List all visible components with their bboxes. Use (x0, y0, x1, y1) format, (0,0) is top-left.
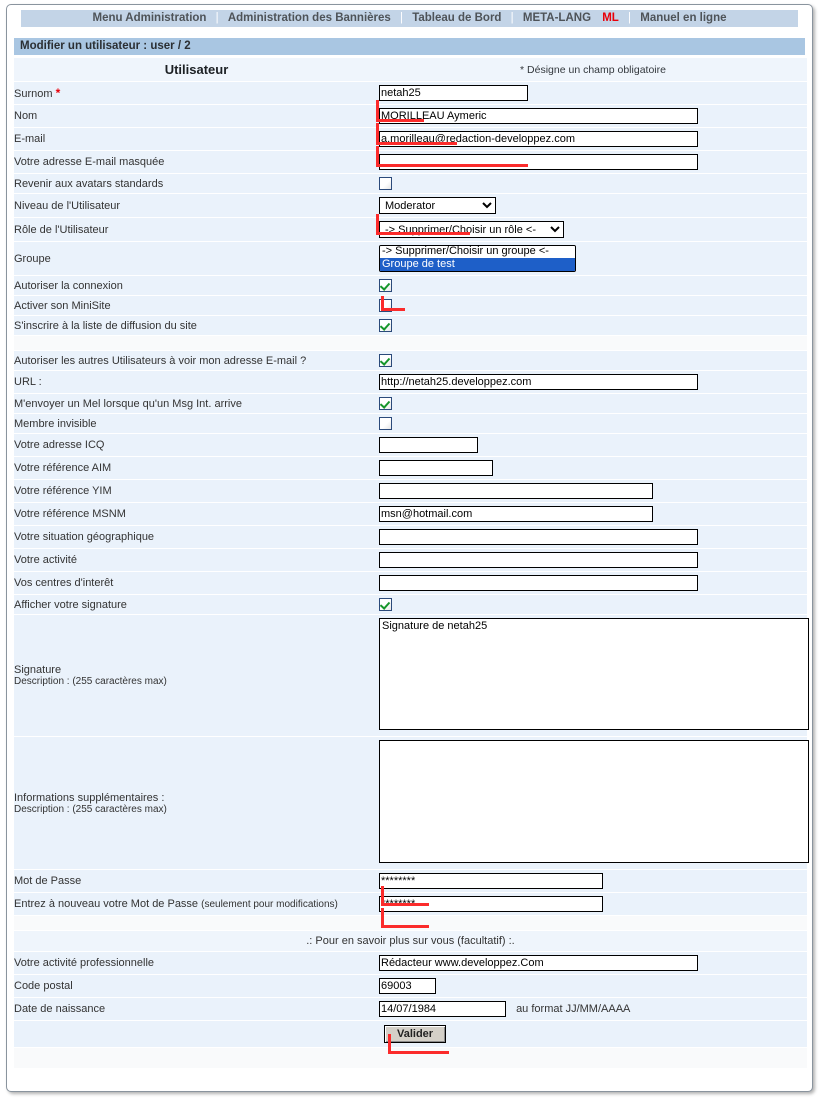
date-naissance-input[interactable] (379, 1001, 506, 1017)
niveau-utilisateur-select[interactable] (379, 197, 496, 214)
groupe-select[interactable] (379, 245, 576, 272)
label-centres-interet: Vos centres d'interêt (14, 577, 114, 589)
date-format-hint: au format JJ/MM/AAAA (516, 1003, 631, 1015)
url-input[interactable] (379, 374, 698, 390)
label-activite-professionnelle: Votre activité professionnelle (14, 957, 155, 969)
activite-input[interactable] (379, 552, 698, 568)
row-minisite (14, 296, 807, 316)
row-invisible (14, 414, 807, 434)
valider-button[interactable]: Valider (384, 1025, 446, 1043)
label-infos-description: Description : (255 caractères max) (14, 803, 167, 815)
row-email-masquee (14, 151, 807, 174)
required-asterisk: * (55, 86, 61, 100)
row-spacer-2 (14, 916, 807, 931)
label-activite: Votre activité (14, 554, 77, 566)
activer-minisite-checkbox[interactable] (379, 299, 392, 312)
row-interets (14, 572, 807, 595)
admin-page (6, 4, 813, 1092)
top-navigation (21, 10, 798, 27)
email-masquee-input[interactable] (379, 154, 698, 170)
mel-msg-interne-checkbox[interactable] (379, 397, 392, 410)
mot-de-passe-confirm-input[interactable] (379, 896, 603, 912)
row-icq (14, 434, 807, 457)
row-signature (14, 615, 807, 737)
row-profession (14, 952, 807, 975)
row-infos-supplementaires (14, 737, 807, 870)
label-groupe: Groupe (14, 252, 51, 265)
nav-separator: | (628, 12, 632, 24)
code-postal-input[interactable] (379, 978, 436, 994)
row-niveau (14, 194, 807, 218)
label-icq: Votre adresse ICQ (14, 439, 105, 451)
row-date-naissance (14, 998, 807, 1021)
label-mot-de-passe-confirm-note: (seulement pour modifications) (201, 899, 338, 910)
label-membre-invisible: Membre invisible (14, 417, 97, 430)
label-mot-de-passe-confirm: Entrez à nouveau votre Mot de Passe (14, 898, 199, 910)
groupe-option-0[interactable] (380, 245, 575, 258)
situation-geographique-input[interactable] (379, 529, 698, 545)
row-mel-msg (14, 394, 807, 414)
row-situation (14, 526, 807, 549)
row-url (14, 371, 807, 394)
nav-item-administration-bannieres[interactable]: Administration des Bannières (227, 12, 391, 24)
label-code-postal: Code postal (14, 980, 73, 992)
nav-separator: | (215, 12, 219, 24)
row-avatars (14, 174, 807, 194)
nav-item-manuel-en-ligne[interactable]: Manuel en ligne (640, 12, 727, 24)
centres-interet-input[interactable] (379, 575, 698, 591)
label-mot-de-passe: Mot de Passe (14, 875, 82, 887)
user-edit-form (14, 58, 807, 1069)
page-title: Modifier un utilisateur : user / 2 (14, 38, 805, 55)
nav-item-tableau-de-bord[interactable]: Tableau de Bord (412, 12, 502, 24)
icq-input[interactable] (379, 437, 478, 453)
row-afficher-signature (14, 595, 807, 615)
nav-item-ml[interactable]: ML (602, 12, 619, 24)
label-msnm: Votre référence MSNM (14, 508, 126, 520)
label-email-masquee: Votre adresse E-mail masquée (14, 156, 165, 168)
nav-item-menu-administration[interactable]: Menu Administration (92, 12, 207, 24)
nav-item-meta-lang[interactable]: META-LANG (522, 12, 592, 24)
row-activite (14, 549, 807, 572)
label-avatars-standards: Revenir aux avatars standards (14, 177, 164, 190)
msnm-input[interactable] (379, 506, 653, 522)
row-mot-de-passe (14, 870, 807, 893)
label-email: E-mail (14, 133, 46, 145)
label-role-utilisateur: Rôle de l'Utilisateur (14, 223, 109, 236)
label-situation-geographique: Votre situation géographique (14, 531, 155, 543)
row-spacer-3 (14, 1048, 807, 1069)
role-utilisateur-select[interactable] (379, 221, 564, 238)
label-voir-email: Autoriser les autres Utilisateurs à voir mon adresse E-mail ? (14, 354, 307, 367)
infos-supplementaires-textarea[interactable] (379, 740, 809, 863)
label-date-naissance: Date de naissance (14, 1003, 106, 1015)
activite-professionnelle-input[interactable] (379, 955, 698, 971)
voir-email-checkbox[interactable] (379, 354, 392, 367)
label-surnom: Surnom (14, 88, 53, 100)
aim-input[interactable] (379, 460, 493, 476)
form-header-left: Utilisateur (164, 62, 229, 77)
row-aim (14, 457, 807, 480)
signature-textarea[interactable] (379, 618, 809, 730)
form-header-right: * Désigne un champ obligatoire (520, 63, 666, 76)
autoriser-connexion-checkbox[interactable] (379, 279, 392, 292)
row-voir-email (14, 351, 807, 371)
yim-input[interactable] (379, 483, 653, 499)
nav-separator: | (400, 12, 404, 24)
row-section-optional (14, 931, 807, 952)
row-yim (14, 480, 807, 503)
afficher-signature-checkbox[interactable] (379, 598, 392, 611)
label-yim: Votre référence YIM (14, 485, 112, 497)
row-connexion (14, 276, 807, 296)
label-nom: Nom (14, 110, 38, 122)
liste-diffusion-checkbox[interactable] (379, 319, 392, 332)
row-code-postal (14, 975, 807, 998)
form-header-row (14, 58, 807, 82)
label-signature-description: Description : (255 caractères max) (14, 676, 167, 687)
label-autoriser-connexion: Autoriser la connexion (14, 279, 123, 292)
row-surnom (14, 82, 807, 105)
row-groupe (14, 242, 807, 276)
row-submit (14, 1021, 807, 1048)
label-activer-minisite: Activer son MiniSite (14, 299, 111, 312)
groupe-option-1[interactable] (380, 258, 575, 271)
nav-separator: | (510, 12, 514, 24)
label-aim: Votre référence AIM (14, 462, 112, 474)
row-msnm (14, 503, 807, 526)
nav-wrapper (7, 5, 812, 27)
row-nom (14, 105, 807, 128)
row-spacer-1 (14, 336, 807, 351)
email-input[interactable] (379, 131, 698, 147)
label-mel-msg-interne: M'envoyer un Mel lorsque qu'un Msg Int. arrive (14, 397, 242, 410)
row-mot-de-passe-confirm (14, 893, 807, 916)
row-diffusion (14, 316, 807, 336)
label-signature: Signature (14, 664, 62, 676)
section-optional-title: .: Pour en savoir plus sur vous (facultatif) :. (306, 935, 515, 947)
label-url: URL : (14, 376, 42, 388)
membre-invisible-checkbox[interactable] (379, 417, 392, 430)
surnom-input[interactable] (379, 85, 528, 101)
row-role (14, 218, 807, 242)
label-niveau-utilisateur: Niveau de l'Utilisateur (14, 199, 121, 212)
row-email (14, 128, 807, 151)
nom-input[interactable] (379, 108, 698, 124)
label-afficher-signature: Afficher votre signature (14, 598, 127, 611)
label-infos-supplementaires: Informations supplémentaires : (14, 791, 165, 804)
mot-de-passe-input[interactable] (379, 873, 603, 889)
avatars-standards-checkbox[interactable] (379, 177, 392, 190)
label-liste-diffusion: S'inscrire à la liste de diffusion du site (14, 319, 197, 332)
